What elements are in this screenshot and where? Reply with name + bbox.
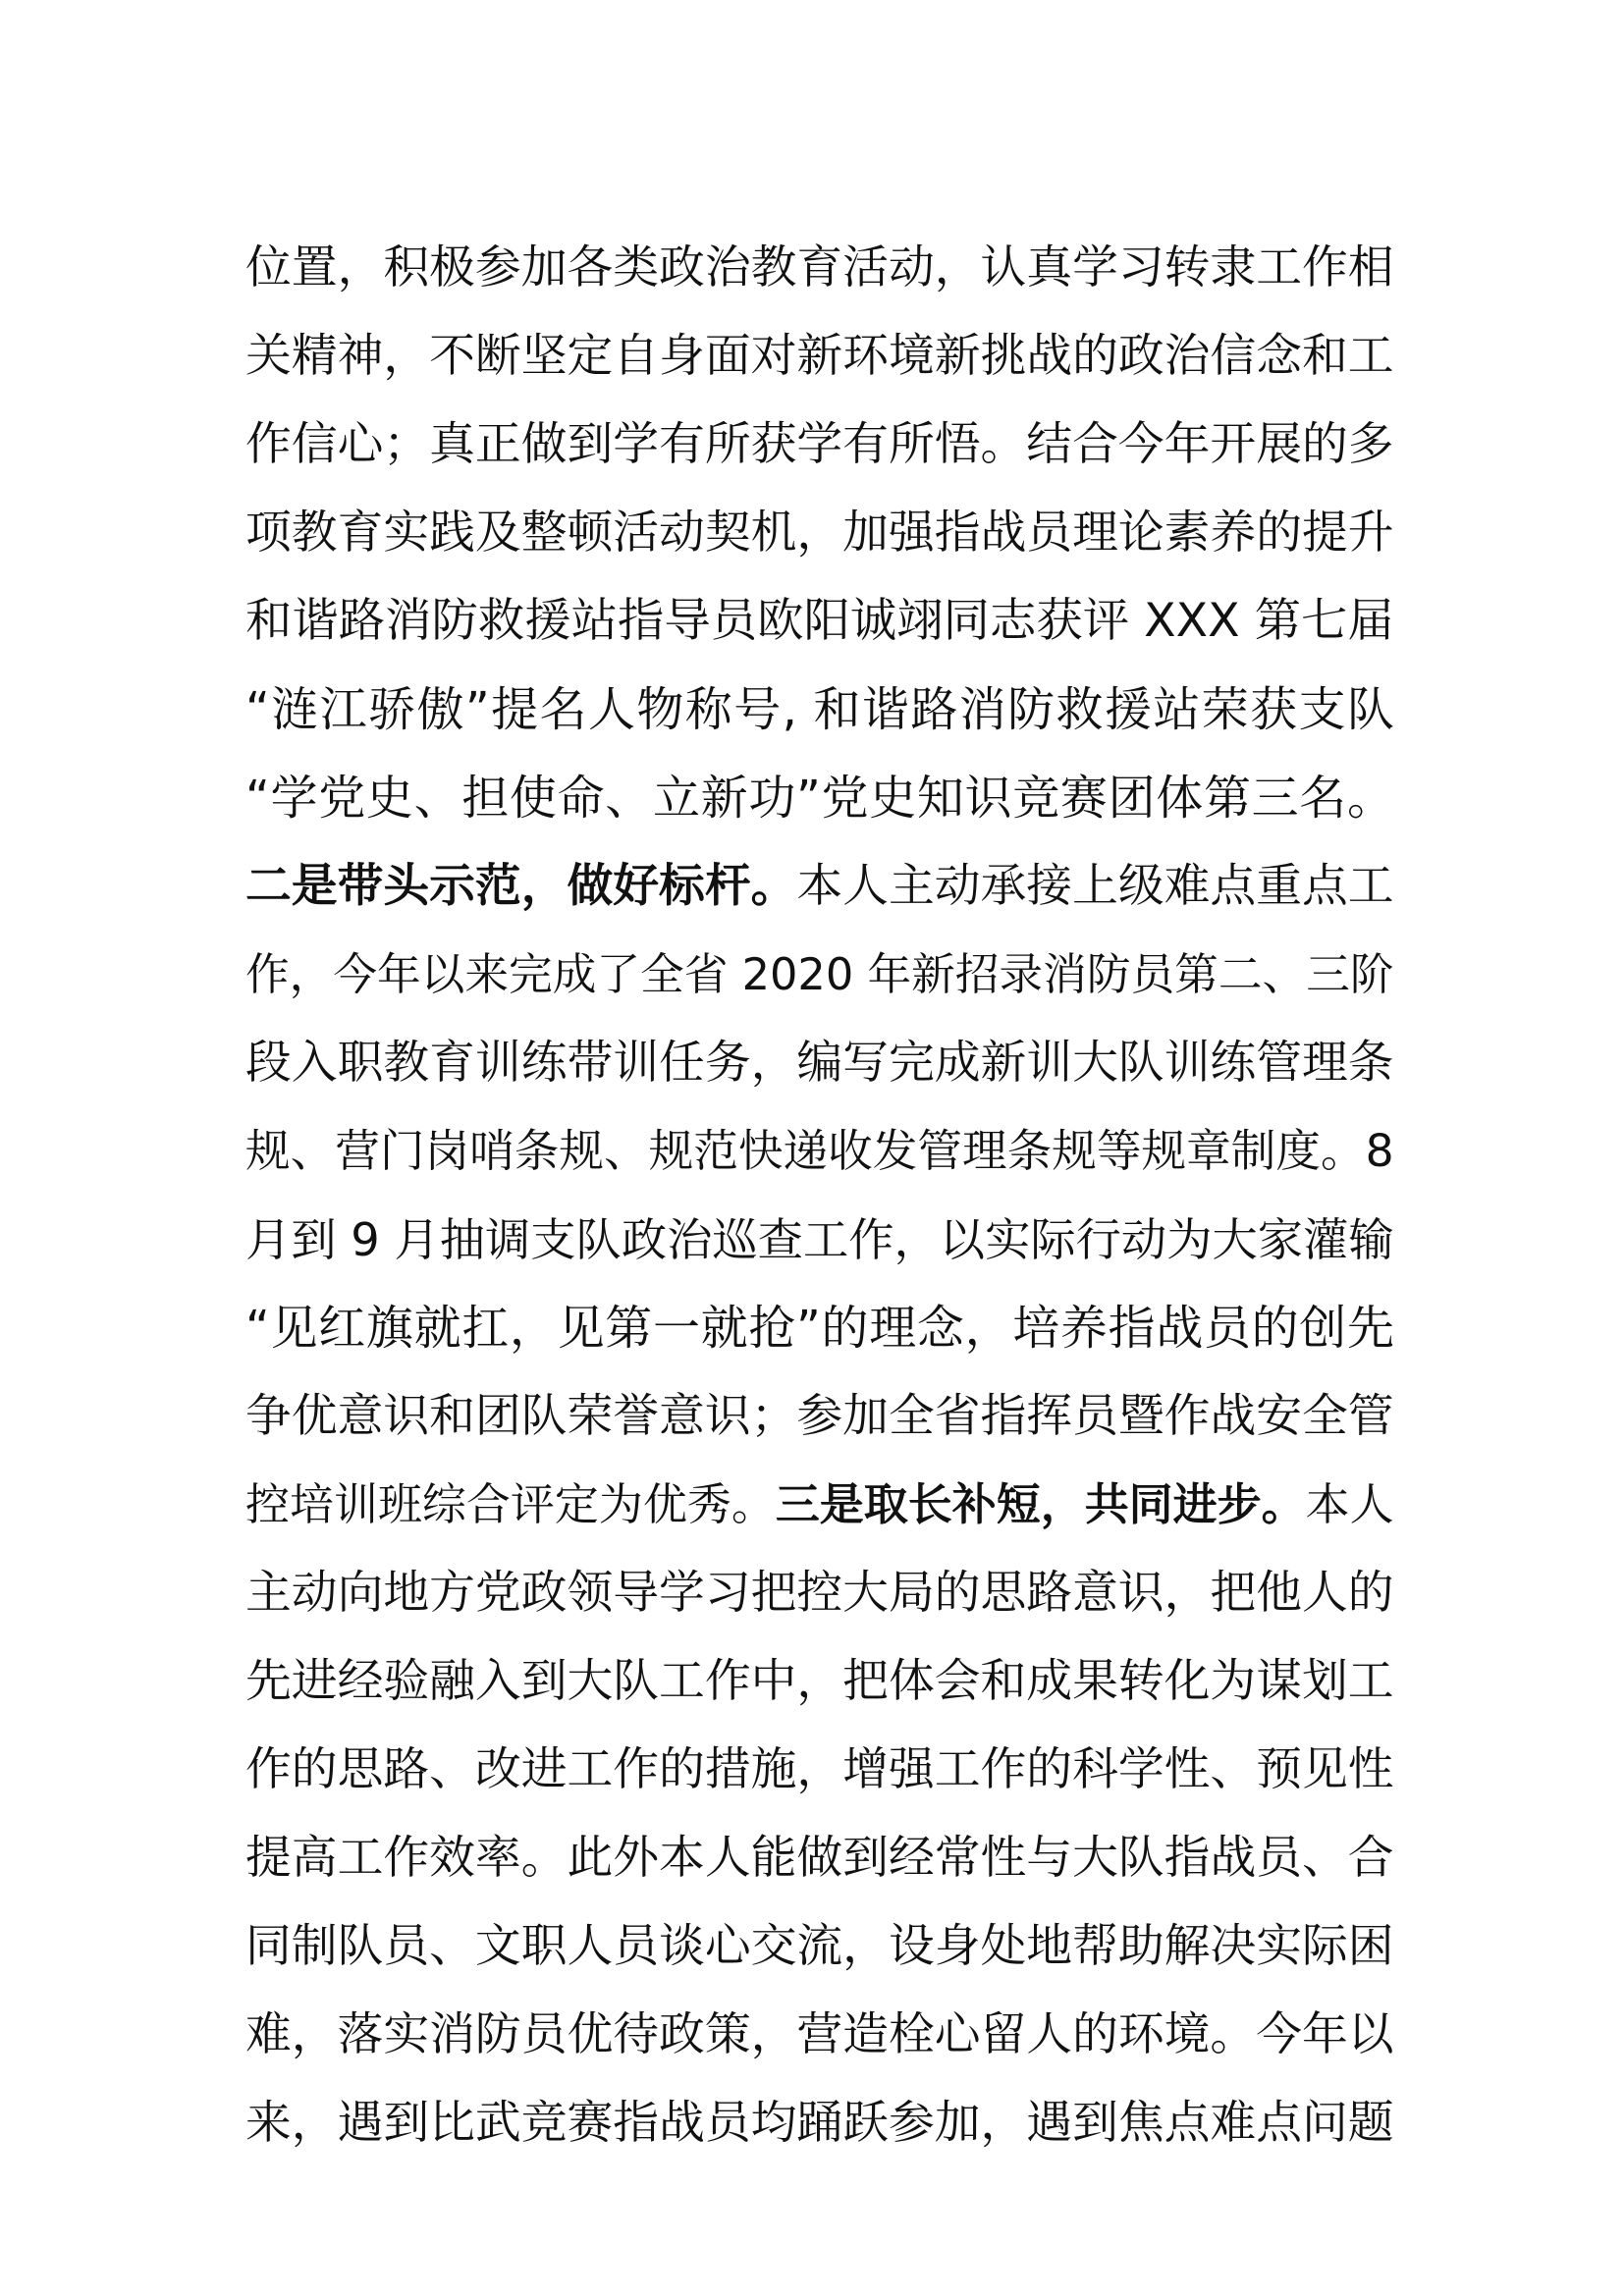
text-line [245,577,1394,666]
text-line [245,1284,1394,1372]
text-segment: 和谐路消防救援站指导员欧阳诚翊同志获评 XXX 第七届 [245,594,1394,648]
text-line [245,1107,1394,1196]
text-segment: 争优意识和团队荣誉意识；参加全省指挥员暨作战安全管 [245,1390,1394,1443]
text-segment: “学党史、担使命、立新功”党史知识竞赛团体第三名。 [245,771,1394,826]
text-segment: 作，今年以来完成了全省 2020 年新招录消防员第二、三阶 [245,949,1394,1000]
text-segment: 来，遇到比武竞赛指战员均踊跃参加，遇到焦点难点问题 [245,2097,1394,2150]
text-segment: 项教育实践及整顿活动契机，加强指战员理论素养的提升 [245,507,1394,560]
text-segment: 关精神，不断坚定自身面对新环境新挑战的政治信念和工 [245,330,1394,383]
text-segment: 主动向地方党政领导学习把控大局的思路意识，把他人的 [245,1567,1394,1620]
text-line [245,489,1394,577]
text-segment: 本人主动承接上级难点重点工 [796,860,1394,913]
text-line [245,666,1394,754]
text-segment: “见红旗就扛，见第一就抢”的理念，培养指战员的创先 [245,1301,1394,1356]
text-segment: 规、营门岗哨条规、规范快递收发管理条规等规章制度。8 [245,1125,1394,1177]
text-segment: “涟江骄傲”提名人物称号, 和谐路消防救援站荣获支队 [245,682,1394,737]
bold-heading-phrase: 三是取长补短，共同进步。 [775,1478,1306,1530]
text-line [245,1196,1394,1284]
text-line [245,2079,1394,2167]
text-segment: 段入职教育训练带训任务，编写完成新训大队训练管理条 [245,1037,1394,1090]
body-text [245,224,1394,2167]
text-line [245,1991,1394,2079]
text-segment: 同制队员、文职人员谈心交流，设身处地帮助解决实际困 [245,1920,1394,1973]
text-segment: 提高工作效率。此外本人能做到经常性与大队指战员、合 [245,1832,1394,1885]
text-segment: 先进经验融入到大队工作中，把体会和成果转化为谋划工 [245,1655,1394,1708]
text-segment: 作的思路、改进工作的措施，增强工作的科学性、预见性 [245,1743,1394,1796]
text-line [245,312,1394,400]
text-line [245,931,1394,1019]
text-line [245,1814,1394,1902]
text-line [245,1019,1394,1107]
text-line [245,400,1394,489]
text-line [245,1902,1394,1991]
text-line [245,1461,1394,1549]
text-segment: 控培训班综合评定为优秀。 [245,1478,776,1530]
text-segment: 作信心；真正做到学有所获学有所悟。结合今年开展的多 [245,418,1394,471]
text-line [245,1372,1394,1461]
text-line [245,1726,1394,1814]
text-line [245,1637,1394,1726]
text-line [245,754,1394,842]
text-line [245,1549,1394,1637]
text-segment: 位置，积极参加各类政治教育活动，认真学习转隶工作相 [245,241,1394,294]
text-segment: 难，落实消防员优待政策，营造栓心留人的环境。今年以 [245,2008,1394,2061]
text-segment: 本人 [1305,1478,1394,1530]
text-segment: 月到 9 月抽调支队政治巡查工作，以实际行动为大家灌输 [245,1213,1394,1266]
bold-heading-phrase: 二是带头示范，做好标杆。 [245,860,797,913]
text-line [245,224,1394,312]
text-line [245,842,1394,931]
